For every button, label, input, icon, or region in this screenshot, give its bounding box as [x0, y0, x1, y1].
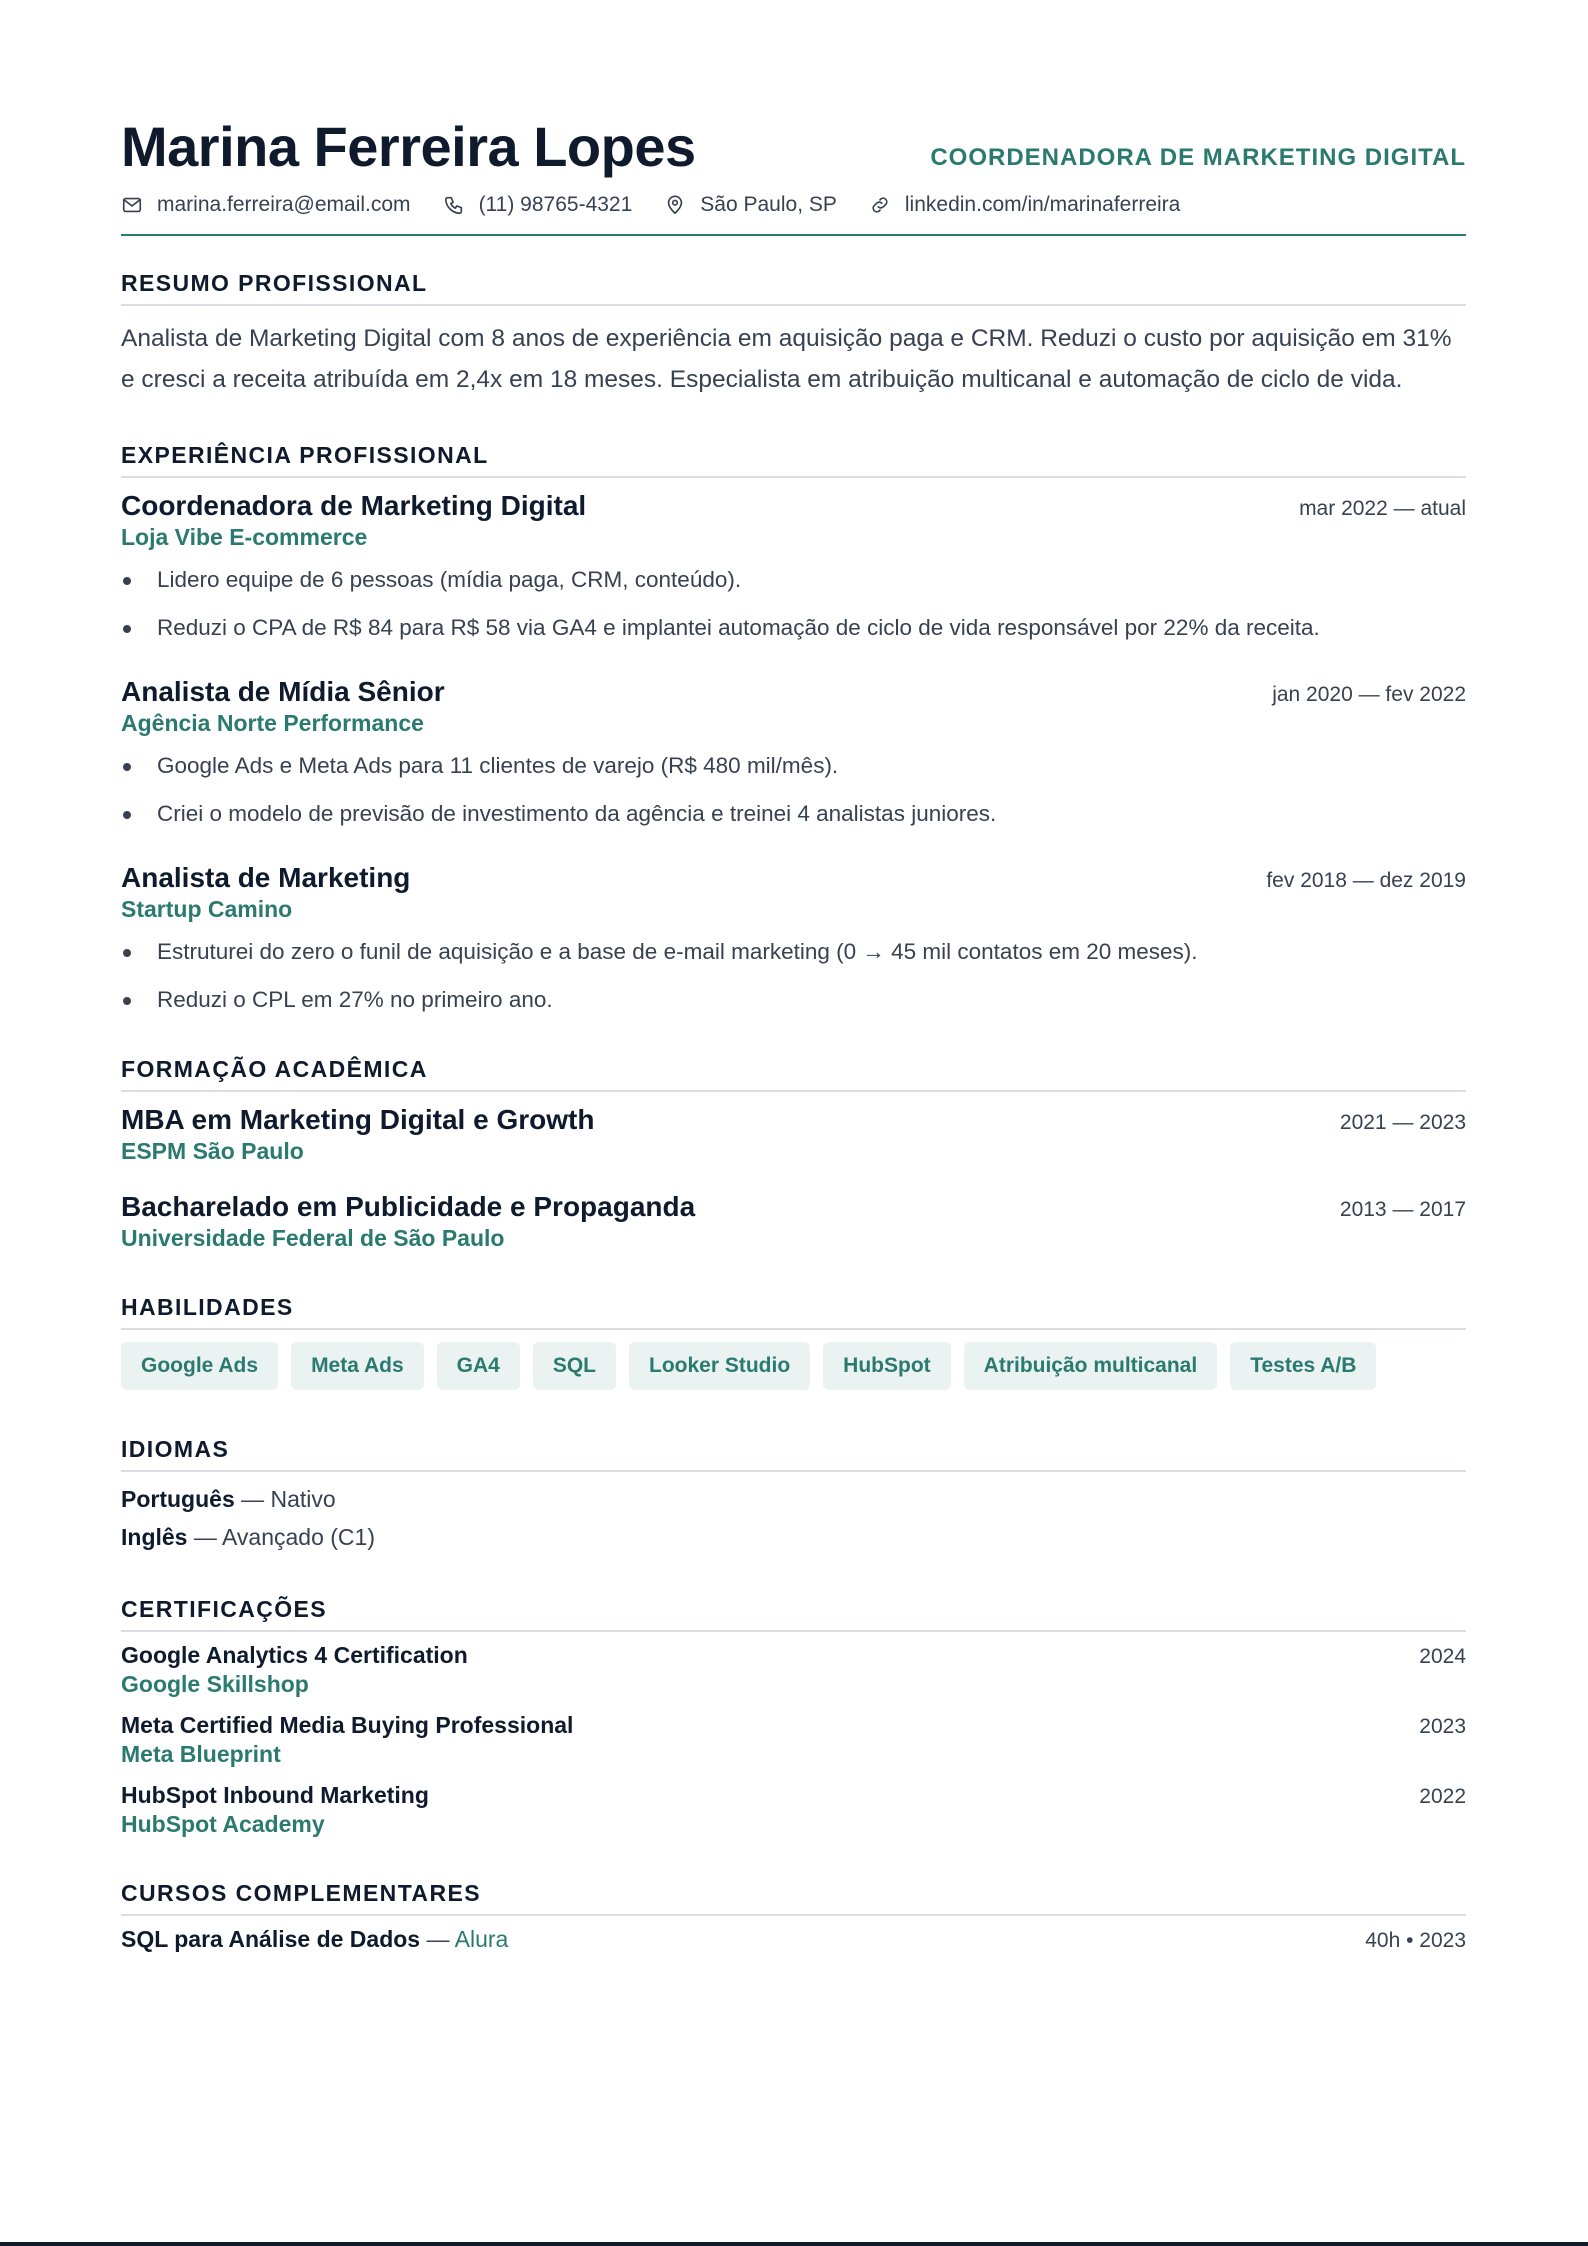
contact-phone-text: (11) 98765-4321: [478, 193, 633, 216]
job-bullet: Criei o modelo de previsão de investimento da agência e treinei 4 analistas juniores.: [121, 795, 1466, 832]
certification-entry: [121, 1712, 1466, 1768]
certification-year: 2022: [1419, 1785, 1466, 1808]
course-name: SQL para Análise de Dados: [121, 1926, 421, 1952]
section-title-experience: EXPERIÊNCIA PROFISSIONAL: [121, 442, 1466, 478]
course-provider: Alura: [454, 1926, 509, 1952]
education-entry: [121, 1104, 1466, 1165]
contact-location: [664, 193, 837, 217]
section-title-certifications: CERTIFICAÇÕES: [121, 1596, 1466, 1632]
skills-section: [121, 1294, 1466, 1390]
certification-name: Meta Certified Media Buying Professional: [121, 1712, 574, 1738]
job-bullet: Estruturei do zero o funil de aquisição e a base de e-mail marketing (0 → 45 mil contatos em 20 meses).: [121, 933, 1466, 970]
contact-email[interactable]: [121, 193, 411, 217]
section-title-courses: CURSOS COMPLEMENTARES: [121, 1880, 1466, 1916]
education-degree: Bacharelado em Publicidade e Propaganda: [121, 1191, 696, 1222]
certification-name: HubSpot Inbound Marketing: [121, 1782, 429, 1808]
summary-section: [121, 270, 1466, 400]
certification-year: 2024: [1419, 1645, 1466, 1668]
contact-linkedin-text: linkedin.com/in/marinaferreira: [904, 193, 1181, 216]
language-name: Português: [121, 1486, 235, 1512]
contact-bar: [121, 188, 1466, 222]
education-section: [121, 1056, 1466, 1252]
candidate-name: Marina Ferreira Lopes: [121, 115, 696, 178]
page-bottom-border: [0, 2242, 1588, 2246]
education-degree: MBA em Marketing Digital e Growth: [121, 1104, 595, 1135]
education-dates: 2021 — 2023: [1339, 1111, 1466, 1134]
job-bullets: [121, 747, 1466, 832]
certifications-section: [121, 1596, 1466, 1838]
job-bullet: Reduzi o CPL em 27% no primeiro ano.: [121, 981, 1466, 1018]
job-bullets: [121, 933, 1466, 1018]
skills-list: [121, 1342, 1466, 1390]
resume-header: [121, 0, 1466, 236]
job-bullet: Reduzi o CPA de R$ 84 para R$ 58 via GA4 e implantei automação de ciclo de vida responsável por 22% da receita.: [121, 609, 1466, 646]
job-entry: [121, 676, 1466, 832]
language-level: Nativo: [270, 1486, 336, 1512]
experience-section: [121, 442, 1466, 1018]
language-name: Inglês: [121, 1524, 188, 1550]
education-school: ESPM São Paulo: [121, 1138, 304, 1164]
job-bullet: Lidero equipe de 6 pessoas (mídia paga, CRM, conteúdo).: [121, 561, 1466, 598]
languages-section: [121, 1436, 1466, 1556]
contact-email-text: marina.ferreira@email.com: [157, 193, 411, 216]
skill-chip: SQL: [533, 1342, 616, 1390]
job-bullets: [121, 561, 1466, 646]
education-entry: [121, 1191, 1466, 1252]
certification-entry: [121, 1642, 1466, 1698]
course-entry: SQL para Análise de Dados — Alura 40h • 2023: [121, 1926, 1466, 1952]
job-company: Agência Norte Performance: [121, 710, 424, 736]
course-meta: 40h • 2023: [1365, 1929, 1466, 1952]
link-icon: [869, 194, 891, 216]
job-role: Analista de Mídia Sênior: [121, 676, 445, 707]
section-title-languages: IDIOMAS: [121, 1436, 1466, 1472]
language-level: Avançado (C1): [221, 1524, 375, 1550]
job-company: Startup Camino: [121, 896, 293, 922]
candidate-headline: COORDENADORA DE MARKETING DIGITAL: [930, 144, 1466, 171]
job-entry: [121, 490, 1466, 646]
job-company: Loja Vibe E-commerce: [121, 524, 368, 550]
job-role: Analista de Marketing: [121, 862, 411, 893]
skill-chip: GA4: [437, 1342, 520, 1390]
summary-text: Analista de Marketing Digital com 8 anos de experiência em aquisição paga e CRM. Reduzi o custo por aquisição em 31% e cresci a receita atribuída em 2,4x em 18 meses. Especialista em atribuição multicanal e automação de ciclo de vida.: [121, 325, 1452, 393]
job-dates: mar 2022 — atual: [1299, 497, 1466, 520]
language-item: Português — Nativo: [121, 1486, 336, 1512]
job-dates: fev 2018 — dez 2019: [1266, 869, 1466, 892]
skill-chip: Testes A/B: [1230, 1342, 1376, 1390]
job-dates: jan 2020 — fev 2022: [1272, 683, 1466, 706]
education-school: Universidade Federal de São Paulo: [121, 1225, 505, 1251]
mail-icon: [121, 194, 143, 216]
certification-issuer: HubSpot Academy: [121, 1811, 325, 1837]
certification-issuer: Google Skillshop: [121, 1671, 309, 1697]
contact-location-text: São Paulo, SP: [700, 193, 837, 216]
contact-linkedin[interactable]: [869, 193, 1180, 217]
map-pin-icon: [664, 194, 686, 216]
contact-phone[interactable]: [443, 193, 633, 217]
language-item: Inglês — Avançado (C1): [121, 1524, 375, 1550]
certification-issuer: Meta Blueprint: [121, 1741, 281, 1767]
skill-chip: Atribuição multicanal: [964, 1342, 1218, 1390]
section-title-education: FORMAÇÃO ACADÊMICA: [121, 1056, 1466, 1092]
certification-name: Google Analytics 4 Certification: [121, 1642, 468, 1668]
section-title-summary: RESUMO PROFISSIONAL: [121, 270, 1466, 306]
certification-entry: [121, 1782, 1466, 1838]
skill-chip: Google Ads: [121, 1342, 278, 1390]
skill-chip: Looker Studio: [629, 1342, 810, 1390]
certification-year: 2023: [1419, 1715, 1466, 1738]
education-dates: 2013 — 2017: [1339, 1198, 1466, 1221]
job-bullet: Google Ads e Meta Ads para 11 clientes de varejo (R$ 480 mil/mês).: [121, 747, 1466, 784]
job-role: Coordenadora de Marketing Digital: [121, 490, 587, 521]
header-divider: [121, 234, 1466, 236]
phone-icon: [443, 194, 465, 216]
resume-page: [121, 0, 1466, 1953]
skill-chip: HubSpot: [823, 1342, 950, 1390]
courses-section: [121, 1880, 1466, 1953]
section-title-skills: HABILIDADES: [121, 1294, 1466, 1330]
skill-chip: Meta Ads: [291, 1342, 424, 1390]
job-entry: [121, 862, 1466, 1018]
